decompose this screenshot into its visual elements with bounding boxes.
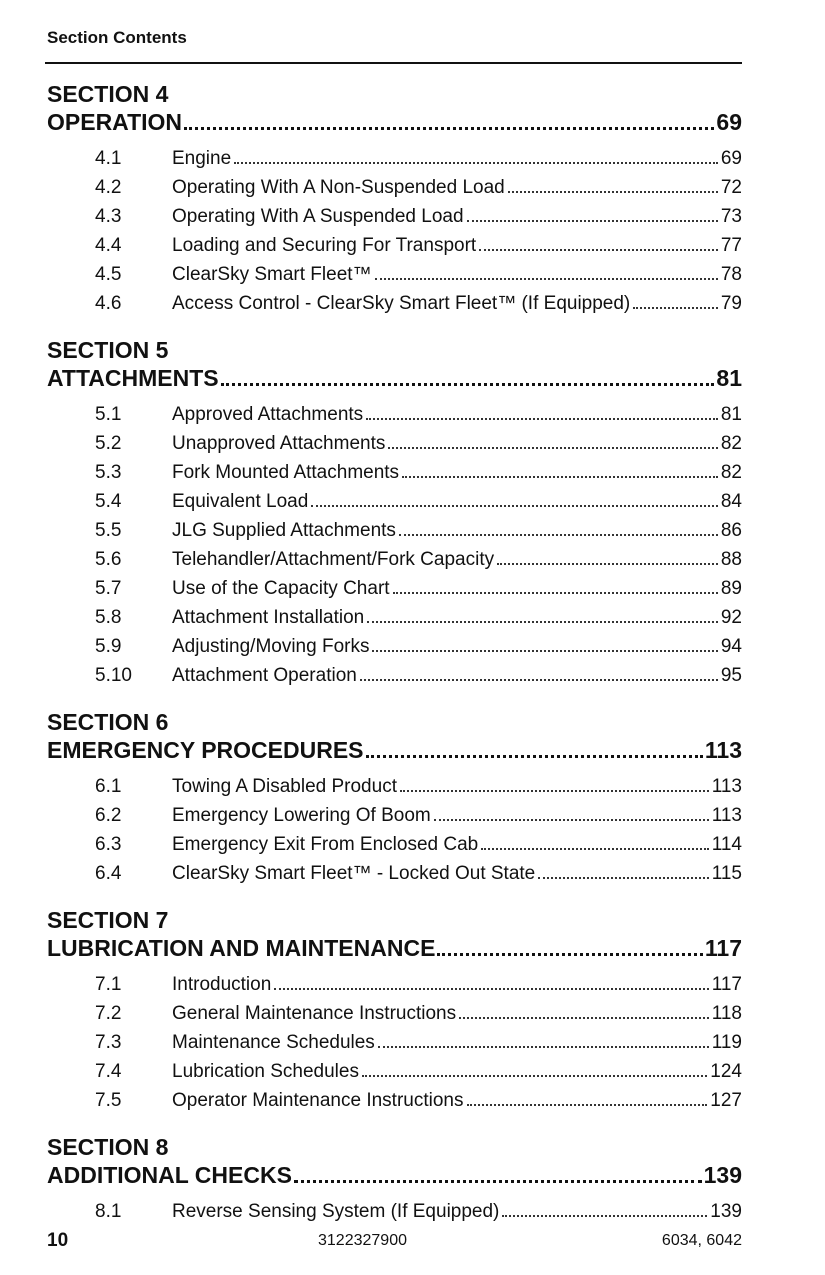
- toc-section: [47, 708, 742, 888]
- entry-title: Operating With A Non-Suspended Load: [172, 177, 505, 198]
- entry-page: 115: [711, 863, 742, 884]
- entry-title: Equivalent Load: [172, 491, 309, 512]
- entry-page: 114: [711, 834, 742, 855]
- dot-leader: [538, 877, 708, 879]
- toc-entry[interactable]: [47, 202, 742, 231]
- dot-leader: [274, 988, 708, 990]
- section-label: SECTION 5: [47, 337, 169, 363]
- entry-title: Engine: [172, 148, 232, 169]
- dot-leader: [467, 1104, 708, 1106]
- section-title-line[interactable]: [47, 1161, 742, 1189]
- entry-page: 84: [720, 491, 742, 512]
- entry-page: 82: [720, 433, 742, 454]
- section-page: 69: [716, 109, 742, 135]
- entry-title: Reverse Sensing System (If Equipped): [172, 1201, 500, 1222]
- section-title: OPERATION: [47, 109, 183, 135]
- dot-leader: [479, 249, 718, 251]
- section-title-line[interactable]: [47, 364, 742, 392]
- entry-page: 113: [711, 776, 742, 797]
- entry-number: 8.1: [95, 1201, 122, 1222]
- entry-number: 5.6: [95, 549, 122, 570]
- toc-section: [47, 1133, 742, 1226]
- entry-page: 77: [720, 235, 742, 256]
- section-page: 81: [716, 365, 742, 391]
- entry-number: 5.1: [95, 404, 122, 425]
- entry-page: 124: [710, 1061, 742, 1082]
- entry-number: 7.2: [95, 1003, 122, 1024]
- section-page: 113: [704, 737, 742, 763]
- toc-entry[interactable]: [47, 429, 742, 458]
- entry-title: ClearSky Smart Fleet™ - Locked Out State: [172, 863, 536, 884]
- toc-section: [47, 336, 742, 690]
- entry-title: Attachment Operation: [172, 665, 357, 686]
- toc-entry-list: [47, 1197, 742, 1226]
- entry-number: 5.9: [95, 636, 122, 657]
- toc-entry-list: [47, 970, 742, 1115]
- entry-page: 94: [720, 636, 742, 657]
- dot-leader: [437, 953, 702, 956]
- entry-number: 5.7: [95, 578, 122, 599]
- entry-title: Telehandler/Attachment/Fork Capacity: [172, 549, 495, 570]
- toc-entry[interactable]: [47, 173, 742, 202]
- page-header-title: Section Contents: [47, 28, 187, 47]
- entry-page: 117: [711, 974, 742, 995]
- section-title: ADDITIONAL CHECKS: [47, 1162, 292, 1188]
- entry-page: 95: [720, 665, 742, 686]
- entry-title: Access Control - ClearSky Smart Fleet™ (If Equipped): [172, 293, 631, 314]
- toc-section: [47, 906, 742, 1115]
- toc-entry[interactable]: [47, 516, 742, 545]
- entry-page: 119: [711, 1032, 742, 1053]
- entry-page: 92: [720, 607, 742, 628]
- entry-page: 127: [710, 1090, 742, 1111]
- entry-title: Introduction: [172, 974, 272, 995]
- entry-title: Emergency Lowering Of Boom: [172, 805, 431, 826]
- toc-entry-list: [47, 400, 742, 690]
- entry-page: 78: [720, 264, 742, 285]
- toc-entry[interactable]: [47, 1197, 742, 1226]
- dot-leader: [234, 162, 718, 164]
- entry-number: 4.3: [95, 206, 122, 227]
- entry-title: General Maintenance Instructions: [172, 1003, 457, 1024]
- entry-title: Approved Attachments: [172, 404, 364, 425]
- toc-entry[interactable]: [47, 1057, 742, 1086]
- entry-number: 7.4: [95, 1061, 122, 1082]
- entry-number: 6.2: [95, 805, 122, 826]
- toc-entry[interactable]: [47, 400, 742, 429]
- section-label: SECTION 4: [47, 81, 169, 107]
- section-page: 117: [704, 935, 742, 961]
- entry-title: ClearSky Smart Fleet™: [172, 264, 372, 285]
- toc-entry[interactable]: [47, 999, 742, 1028]
- toc-entry[interactable]: [47, 574, 742, 603]
- entry-page: 118: [711, 1003, 742, 1024]
- dot-leader: [184, 127, 714, 130]
- entry-page: 69: [720, 148, 742, 169]
- dot-leader: [372, 650, 717, 652]
- entry-number: 5.4: [95, 491, 122, 512]
- toc-entry[interactable]: [47, 772, 742, 801]
- dot-leader: [399, 534, 718, 536]
- entry-page: 113: [711, 805, 742, 826]
- entry-title: Use of the Capacity Chart: [172, 578, 390, 599]
- dot-leader: [497, 563, 718, 565]
- toc-entry[interactable]: [47, 1028, 742, 1057]
- toc-entry[interactable]: [47, 661, 742, 690]
- dot-leader: [311, 505, 718, 507]
- toc-entry[interactable]: [47, 545, 742, 574]
- entry-title: JLG Supplied Attachments: [172, 520, 396, 541]
- entry-page: 79: [720, 293, 742, 314]
- entry-number: 5.8: [95, 607, 122, 628]
- entry-title: Loading and Securing For Transport: [172, 235, 477, 256]
- toc-entry[interactable]: [47, 1086, 742, 1115]
- dot-leader: [633, 307, 718, 309]
- dot-leader: [481, 848, 708, 850]
- toc-entry[interactable]: [47, 830, 742, 859]
- entry-number: 5.5: [95, 520, 122, 541]
- entry-number: 5.10: [95, 665, 132, 686]
- header-divider: [45, 62, 742, 64]
- dot-leader: [502, 1215, 707, 1217]
- toc-section: [47, 80, 742, 318]
- dot-leader: [366, 418, 718, 420]
- entry-title: Operator Maintenance Instructions: [172, 1090, 464, 1111]
- entry-page: 81: [720, 404, 742, 425]
- entry-number: 7.1: [95, 974, 122, 995]
- footer-page-number: 10: [47, 1230, 69, 1251]
- dot-leader: [378, 1046, 709, 1048]
- entry-page: 86: [720, 520, 742, 541]
- entry-title: Towing A Disabled Product: [172, 776, 397, 797]
- entry-page: 73: [720, 206, 742, 227]
- toc-entry[interactable]: [47, 144, 742, 173]
- dot-leader: [402, 476, 718, 478]
- entry-number: 4.4: [95, 235, 122, 256]
- dot-leader: [360, 679, 718, 681]
- toc-entry[interactable]: [47, 970, 742, 999]
- dot-leader: [400, 790, 709, 792]
- entry-title: Fork Mounted Attachments: [172, 462, 400, 483]
- dot-leader: [467, 220, 718, 222]
- entry-number: 5.2: [95, 433, 122, 454]
- section-label: SECTION 7: [47, 907, 169, 933]
- toc-entry[interactable]: [47, 603, 742, 632]
- dot-leader: [388, 447, 718, 449]
- section-title-line[interactable]: [47, 736, 742, 764]
- entry-title: Maintenance Schedules: [172, 1032, 375, 1053]
- entry-title: Emergency Exit From Enclosed Cab: [172, 834, 479, 855]
- section-page: 139: [703, 1162, 742, 1188]
- toc-entry[interactable]: [47, 859, 742, 888]
- toc-entry-list: [47, 772, 742, 888]
- section-title-line[interactable]: [47, 934, 742, 962]
- section-label: SECTION 6: [47, 709, 169, 735]
- entry-page: 82: [720, 462, 742, 483]
- table-of-contents: [47, 80, 742, 1244]
- entry-title: Lubrication Schedules: [172, 1061, 359, 1082]
- dot-leader: [367, 621, 718, 623]
- entry-title: Attachment Installation: [172, 607, 365, 628]
- entry-number: 4.2: [95, 177, 122, 198]
- entry-page: 72: [720, 177, 742, 198]
- entry-title: Adjusting/Moving Forks: [172, 636, 370, 657]
- toc-entry[interactable]: [47, 487, 742, 516]
- entry-title: Unapproved Attachments: [172, 433, 386, 454]
- section-title-line[interactable]: [47, 108, 742, 136]
- toc-entry-list: [47, 144, 742, 318]
- toc-entry[interactable]: [47, 458, 742, 487]
- dot-leader: [294, 1180, 702, 1183]
- dot-leader: [375, 278, 718, 280]
- dot-leader: [459, 1017, 709, 1019]
- entry-number: 4.6: [95, 293, 122, 314]
- dot-leader: [393, 592, 718, 594]
- footer-models: 6034, 6042: [661, 1232, 742, 1249]
- entry-number: 4.5: [95, 264, 122, 285]
- entry-number: 4.1: [95, 148, 122, 169]
- section-title: LUBRICATION AND MAINTENANCE: [47, 935, 436, 961]
- entry-number: 5.3: [95, 462, 122, 483]
- footer-doc-number: 3122327900: [318, 1232, 407, 1249]
- dot-leader: [508, 191, 718, 193]
- entry-page: 88: [720, 549, 742, 570]
- entry-page: 139: [710, 1201, 742, 1222]
- entry-number: 6.4: [95, 863, 122, 884]
- entry-number: 6.3: [95, 834, 122, 855]
- entry-title: Operating With A Suspended Load: [172, 206, 464, 227]
- toc-entry[interactable]: [47, 231, 742, 260]
- dot-leader: [366, 755, 703, 758]
- dot-leader: [434, 819, 709, 821]
- section-label: SECTION 8: [47, 1134, 169, 1160]
- toc-entry[interactable]: [47, 632, 742, 661]
- section-title: EMERGENCY PROCEDURES: [47, 737, 364, 763]
- toc-entry[interactable]: [47, 289, 742, 318]
- section-title: ATTACHMENTS: [47, 365, 219, 391]
- toc-entry[interactable]: [47, 260, 742, 289]
- dot-leader: [221, 383, 715, 386]
- dot-leader: [362, 1075, 707, 1077]
- entry-number: 6.1: [95, 776, 122, 797]
- entry-page: 89: [720, 578, 742, 599]
- entry-number: 7.5: [95, 1090, 122, 1111]
- entry-number: 7.3: [95, 1032, 122, 1053]
- toc-entry[interactable]: [47, 801, 742, 830]
